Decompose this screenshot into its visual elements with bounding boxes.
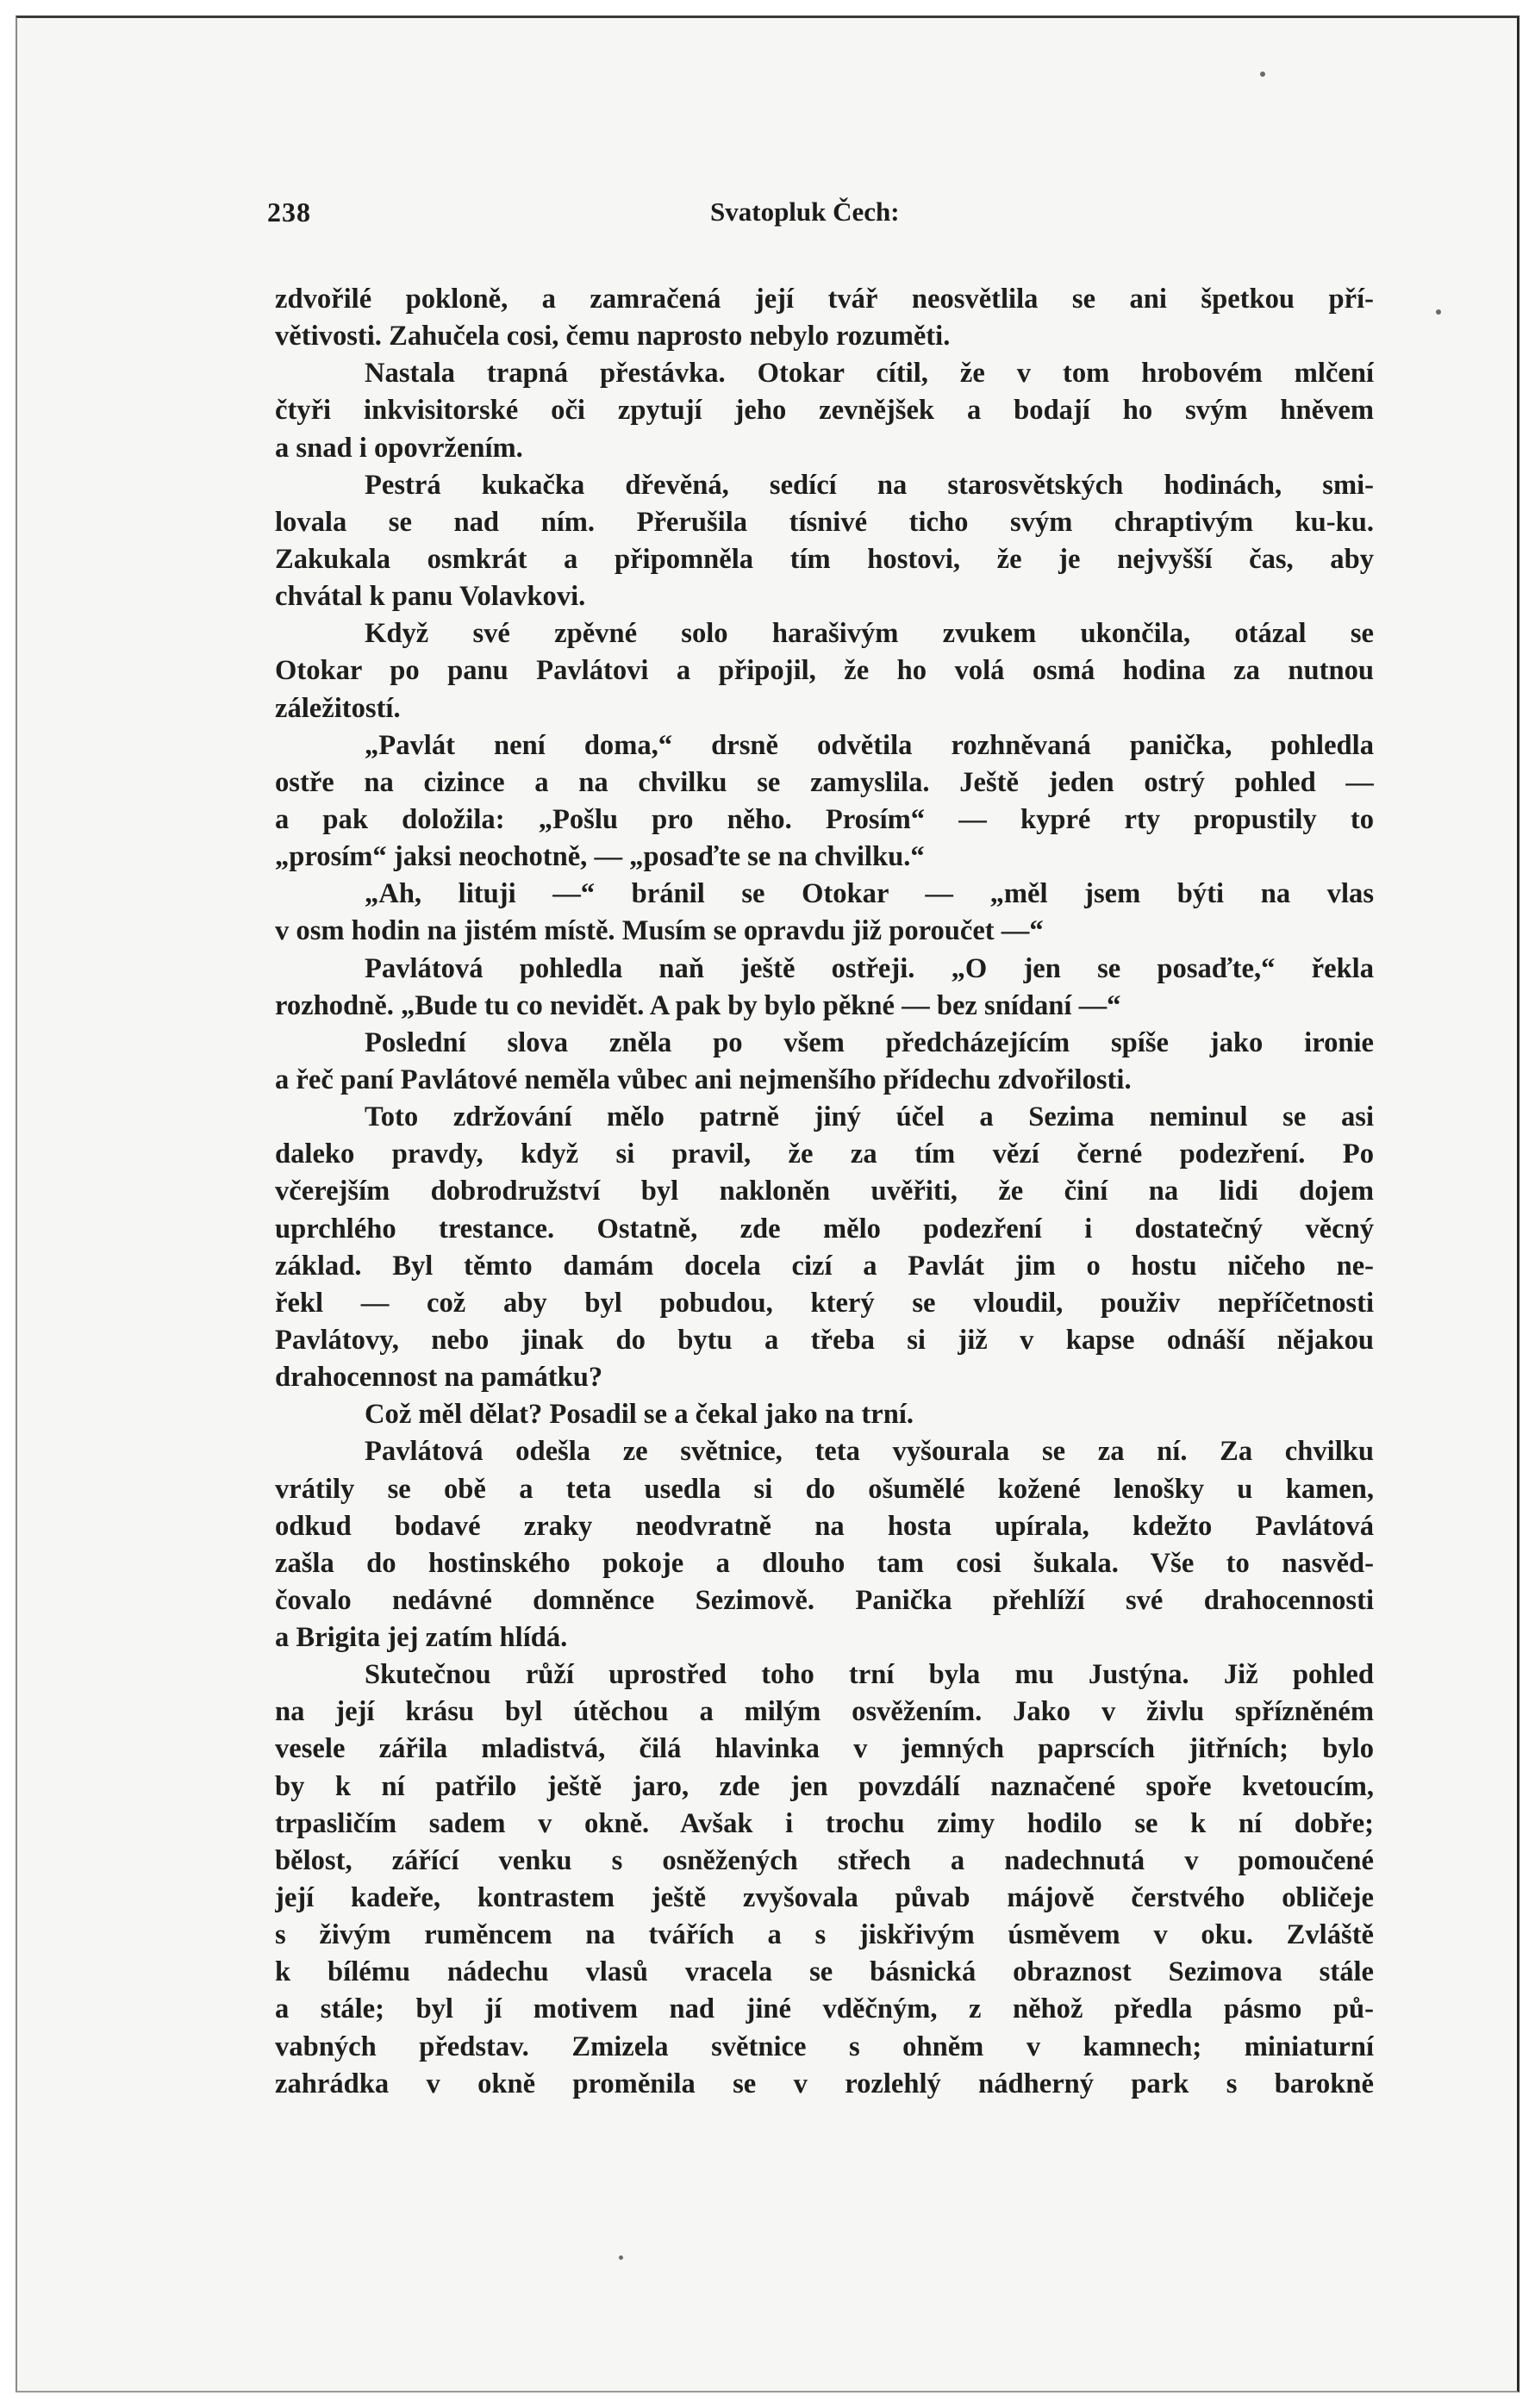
text-line: vabných představ. Zmizela světnice s ohněm v kamnech; miniaturní xyxy=(275,2031,1374,2062)
text-line: a snad i opovržením. xyxy=(275,432,523,464)
text-line: její kadeře, kontrastem ještě zvyšovala půvab májově čerstvého obličeje xyxy=(275,1882,1374,1914)
text-line: Poslední slova zněla po všem předcházejícím spíše jako ironie xyxy=(365,1026,1374,1058)
text-line: včerejším dobrodružství byl nakloněn uvěřiti, že činí na lidi dojem xyxy=(275,1176,1374,1207)
text-line: Nastala trapná přestávka. Otokar cítil, že v tom hrobovém mlčení xyxy=(365,358,1374,390)
text-line: a stále; byl jí motivem nad jiné vděčným, z něhož předla pásmo pů- xyxy=(275,1993,1374,2025)
page-header xyxy=(255,197,1376,234)
text-line: zašla do hostinského pokoje a dlouho tam cosi šukala. Vše to nasvěd- xyxy=(275,1547,1374,1579)
text-line: řekl — což aby byl pobudou, který se vloudil, použiv nepříčetnosti xyxy=(275,1287,1374,1319)
text-line: na její krásu byl útěchou a milým osvěžením. Jako v živlu spřízněném xyxy=(275,1696,1374,1728)
text-line: Což měl dělat? Posadil se a čekal jako na trní. xyxy=(365,1399,914,1431)
text-line: Skutečnou růží uprostřed toho trní byla mu Justýna. Již pohled xyxy=(365,1659,1374,1691)
text-line: zdvořilé pokloně, a zamračená její tvář neosvětlila se ani špetkou pří- xyxy=(275,284,1374,315)
text-line: Zakukala osmkrát a připomněla tím hostovi, že je nejvyšší čas, aby xyxy=(275,543,1374,575)
text-line: a pak doložila: „Pošlu pro něho. Prosím“ — kypré rty propustily to xyxy=(275,803,1374,835)
text-line: základ. Byl těmto damám docela cizí a Pavlát jim o hostu ničeho ne- xyxy=(275,1250,1374,1282)
print-speck xyxy=(1436,309,1441,315)
print-speck xyxy=(619,2255,623,2260)
text-line: Pavlátová pohledla naň ještě ostřeji. „O jen se posaďte,“ řekla xyxy=(365,952,1374,984)
text-line: rozhodně. „Bude tu co nevidět. A pak by bylo pěkné — bez snídaní —“ xyxy=(275,989,1121,1021)
text-line: drahocennost na památku? xyxy=(275,1362,603,1394)
text-line: Pavlátovy, nebo jinak do bytu a třeba si již v kapse odnáší nějakou xyxy=(275,1324,1374,1356)
text-line: chvátal k panu Volavkovi. xyxy=(275,581,586,613)
text-line: vrátily se obě a teta usedla si do ošumělé kožené lenošky u kamen, xyxy=(275,1473,1374,1505)
text-line: Když své zpěvné solo harašivým zvukem ukončila, otázal se xyxy=(365,618,1374,650)
text-line: uprchlého trestance. Ostatně, zde mělo podezření i dostatečný věcný xyxy=(275,1213,1374,1245)
text-line: trpasličím sadem v okně. Avšak i trochu zimy hodilo se k ní dobře; xyxy=(275,1807,1374,1839)
running-head: Svatopluk Čech: xyxy=(710,197,900,227)
text-line: by k ní patřilo ještě jaro, zde jen povzdálí naznačené spoře kvetoucím, xyxy=(275,1770,1374,1802)
text-line: a řeč paní Pavlátové neměla vůbec ani nejmenšího přídechu zdvořilosti. xyxy=(275,1064,1132,1095)
text-line: čovalo nedávné domněnce Sezimově. Panička přehlíží své drahocennosti xyxy=(275,1584,1374,1616)
text-line: čtyři inkvisitorské oči zpytují jeho zevnějšek a bodají ho svým hněvem xyxy=(275,395,1374,427)
text-line: bělost, zářící venku s osněžených střech a nadechnutá v pomoučené xyxy=(275,1844,1374,1876)
text-line: Otokar po panu Pavlátovi a připojil, že ho volá osmá hodina za nutnou xyxy=(275,655,1374,687)
text-line: daleko pravdy, když si pravil, že za tím vězí černé podezření. Po xyxy=(275,1138,1374,1170)
text-line: odkud bodavé zraky neodvratně na hosta upírala, kdežto Pavlátová xyxy=(275,1510,1374,1542)
text-line: záležitostí. xyxy=(275,692,401,724)
text-line: ostře na cizince a na chvilku se zamyslila. Ještě jeden ostrý pohled — xyxy=(275,766,1374,798)
text-line: vesele zářila mladistvá, čilá hlavinka v jemných paprscích jitřních; bylo xyxy=(275,1733,1374,1765)
text-line: v osm hodin na jistém místě. Musím se opravdu již poroučet —“ xyxy=(275,915,1044,947)
text-line: a Brigita jej zatím hlídá. xyxy=(275,1622,568,1654)
text-line: s živým ruměncem na tvářích a s jiskřivým úsměvem v oku. Zvláště xyxy=(275,1919,1374,1951)
text-line: zahrádka v okně proměnila se v rozlehlý nádherný park s barokně xyxy=(275,2068,1374,2099)
text-line: Toto zdržování mělo patrně jiný účel a Sezima neminul se asi xyxy=(365,1101,1374,1133)
text-line: „prosím“ jaksi neochotně, — „posaďte se na chvilku.“ xyxy=(275,841,925,873)
text-line: Pavlátová odešla ze světnice, teta vyšourala se za ní. Za chvilku xyxy=(365,1436,1374,1468)
text-line: Pestrá kukačka dřevěná, sedící na starosvětských hodinách, smi- xyxy=(365,469,1374,501)
print-speck xyxy=(1260,72,1265,77)
page-number: 238 xyxy=(267,197,311,228)
text-line: „Pavlát není doma,“ drsně odvětila rozhněvaná panička, pohledla xyxy=(365,729,1374,761)
text-line: „Ah, lituji —“ bránil se Otokar — „měl jsem býti na vlas xyxy=(365,878,1374,910)
body-text xyxy=(275,281,1374,2103)
text-line: lovala se nad ním. Přerušila tísnivé ticho svým chraptivým ku-ku. xyxy=(275,506,1374,538)
text-line: větivosti. Zahučela cosi, čemu naprosto nebylo rozuměti. xyxy=(275,321,951,352)
text-line: k bílému nádechu vlasů vracela se básnická obraznost Sezimova stále xyxy=(275,1956,1374,1988)
